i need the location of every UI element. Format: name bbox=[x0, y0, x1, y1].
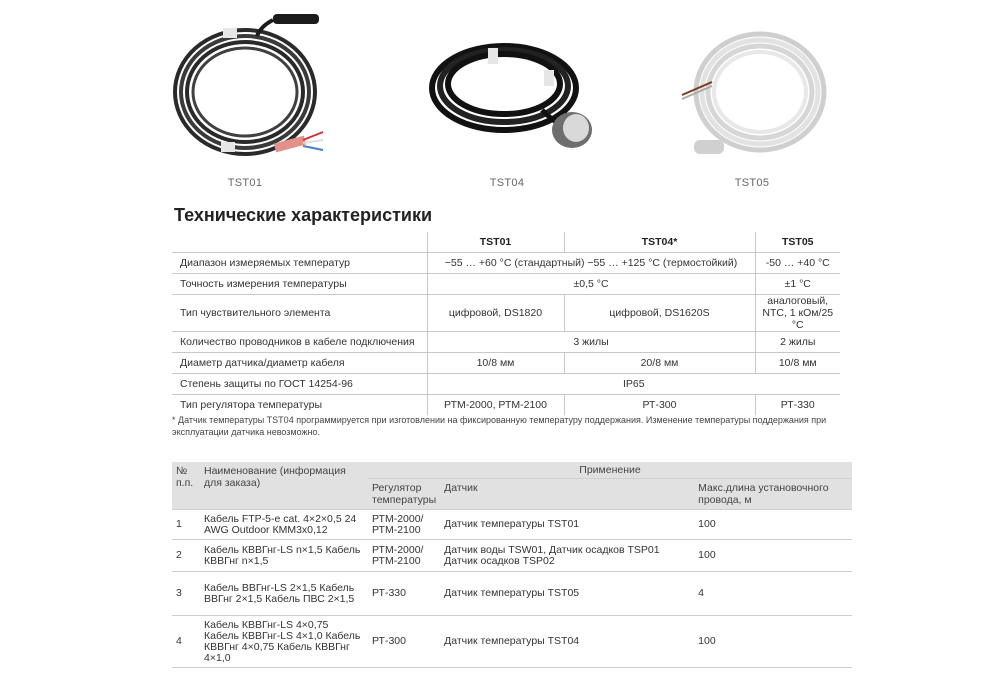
spec-value: −55 … +60 °С (стандартный) −55 … +125 °С (термостойкий) bbox=[427, 253, 755, 274]
spec-value: аналоговый, NTC, 1 кОм/25 °С bbox=[755, 295, 840, 332]
spec-row-element bbox=[172, 295, 840, 332]
spec-row-conductors bbox=[172, 332, 840, 353]
spec-header-tst04: TST04* bbox=[564, 232, 755, 253]
order-num: 3 bbox=[172, 572, 200, 616]
spec-value: 10/8 мм bbox=[755, 353, 840, 374]
order-row bbox=[172, 540, 852, 572]
order-header-length: Макс.длина установочного провода, м bbox=[694, 479, 852, 510]
spec-label: Тип регулятора температуры bbox=[172, 395, 427, 416]
order-num: 2 bbox=[172, 540, 200, 572]
order-length: 100 bbox=[694, 540, 852, 572]
spec-value: РТ-300 bbox=[564, 395, 755, 416]
product-caption: TST05 bbox=[734, 177, 770, 189]
spec-value: 2 жилы bbox=[755, 332, 840, 353]
product-tst01 bbox=[165, 0, 325, 189]
spec-label: Диаметр датчика/диаметр кабеля bbox=[172, 353, 427, 374]
order-header-application: Применение bbox=[368, 462, 852, 479]
order-header-sensor: Датчик bbox=[440, 479, 694, 510]
product-tst05 bbox=[672, 0, 832, 189]
order-sensor: Датчик воды TSW01, Датчик осадков TSP01 Датчик осадков TSP02 bbox=[440, 540, 694, 572]
order-sensor: Датчик температуры TST01 bbox=[440, 510, 694, 540]
order-header-name: Наименование (информация для заказа) bbox=[200, 462, 368, 510]
spec-header-blank bbox=[172, 232, 427, 253]
spec-label: Количество проводников в кабеле подключения bbox=[172, 332, 427, 353]
spec-row-accuracy bbox=[172, 274, 840, 295]
spec-value: 10/8 мм bbox=[427, 353, 564, 374]
product-images bbox=[0, 0, 1000, 195]
order-sensor: Датчик температуры TST04 bbox=[440, 616, 694, 668]
spec-value: IP65 bbox=[427, 374, 840, 395]
spec-value: -50 … +40 °С bbox=[755, 253, 840, 274]
spec-value: РТМ-2000, РТМ-2100 bbox=[427, 395, 564, 416]
order-num: 4 bbox=[172, 616, 200, 668]
spec-header-tst05: TST05 bbox=[755, 232, 840, 253]
spec-value: 3 жилы bbox=[427, 332, 755, 353]
spec-value: ±1 °С bbox=[755, 274, 840, 295]
order-row bbox=[172, 572, 852, 616]
order-header-num: № п.п. bbox=[172, 462, 200, 510]
product-caption: TST01 bbox=[227, 177, 263, 189]
order-row bbox=[172, 616, 852, 668]
order-header-regulator: Регулятор температуры bbox=[368, 479, 440, 510]
order-table bbox=[172, 462, 852, 668]
product-caption: TST04 bbox=[489, 177, 525, 189]
order-length: 4 bbox=[694, 572, 852, 616]
spec-value: РТ-330 bbox=[755, 395, 840, 416]
cable-coil-black-image bbox=[165, 0, 325, 175]
order-length: 100 bbox=[694, 510, 852, 540]
order-regulator: РТ-300 bbox=[368, 616, 440, 668]
order-sensor: Датчик температуры TST05 bbox=[440, 572, 694, 616]
spec-row-protection bbox=[172, 374, 840, 395]
spec-label: Степень защиты по ГОСТ 14254-96 bbox=[172, 374, 427, 395]
order-name: Кабель ВВГнг-LS 2×1,5 Кабель ВВГнг 2×1,5 Кабель ПВС 2×1,5 bbox=[200, 572, 368, 616]
spec-header-tst01: TST01 bbox=[427, 232, 564, 253]
spec-label: Точность измерения температуры bbox=[172, 274, 427, 295]
cable-coil-white-image bbox=[672, 0, 832, 175]
order-length: 100 bbox=[694, 616, 852, 668]
spec-label: Диапазон измеряемых температур bbox=[172, 253, 427, 274]
order-name: Кабель FTP-5-e cat. 4×2×0,5 24 AWG Outdoor КММ3х0,12 bbox=[200, 510, 368, 540]
spec-value: цифровой, DS1620S bbox=[564, 295, 755, 332]
order-regulator: РТМ-2000/ РТМ-2100 bbox=[368, 510, 440, 540]
order-name: Кабель КВВГнг-LS n×1,5 Кабель КВВГнг n×1,5 bbox=[200, 540, 368, 572]
spec-header-row bbox=[172, 232, 840, 253]
product-tst04 bbox=[422, 0, 592, 189]
footnote: * Датчик температуры TST04 программируется при изготовлении на фиксированную температуру поддержания. Изменение температуры поддержания при эксплуатации датчика невозможно. bbox=[172, 415, 827, 437]
spec-value: цифровой, DS1820 bbox=[427, 295, 564, 332]
spec-value: ±0,5 °С bbox=[427, 274, 755, 295]
spec-value: 20/8 мм bbox=[564, 353, 755, 374]
order-num: 1 bbox=[172, 510, 200, 540]
order-name: Кабель КВВГнг-LS 4×0,75 Кабель КВВГнг-LS 4×1,0 Кабель КВВГнг 4×0,75 Кабель КВВГнг 4×1,0 bbox=[200, 616, 368, 668]
spec-row-regulator bbox=[172, 395, 840, 416]
order-regulator: РТМ-2000/ РТМ-2100 bbox=[368, 540, 440, 572]
spec-table bbox=[172, 232, 840, 415]
order-header-row bbox=[172, 462, 852, 479]
spec-row-range bbox=[172, 253, 840, 274]
order-row bbox=[172, 510, 852, 540]
cable-coil-sensor-image bbox=[422, 0, 592, 175]
spec-label: Тип чувствительного элемента bbox=[172, 295, 427, 332]
order-regulator: РТ-330 bbox=[368, 572, 440, 616]
section-title: Технические характеристики bbox=[174, 205, 433, 225]
spec-row-diameter bbox=[172, 353, 840, 374]
